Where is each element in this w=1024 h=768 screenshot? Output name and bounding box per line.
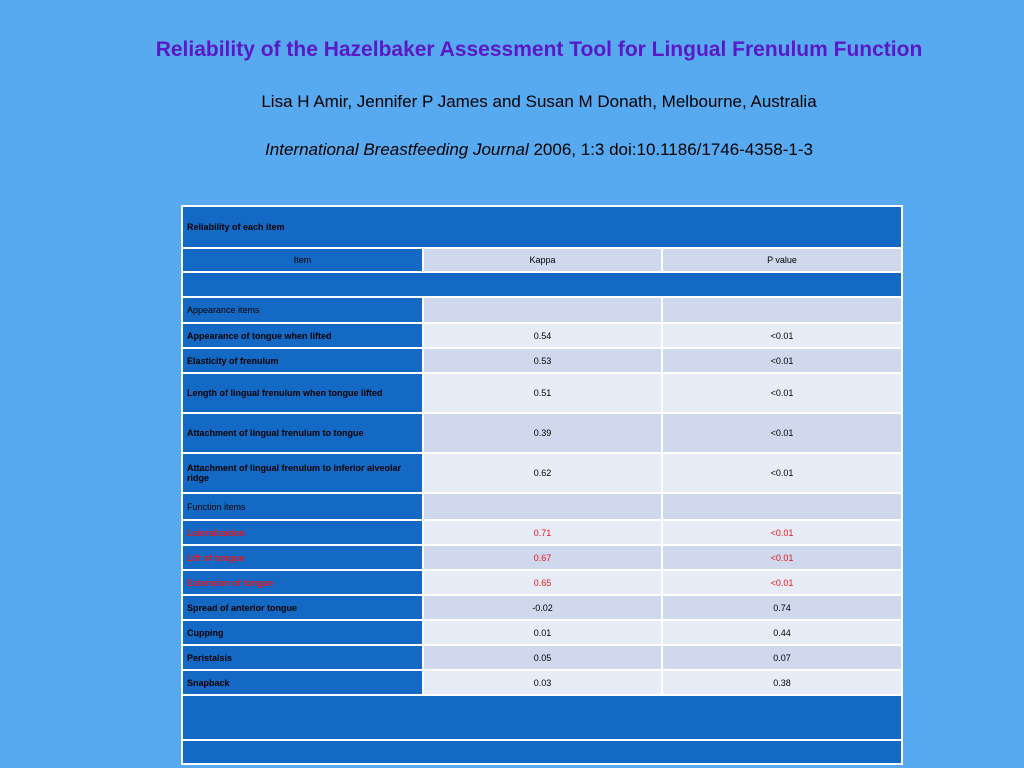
- kappa-cell: 0.62: [423, 453, 662, 493]
- empty-cell: [662, 297, 902, 323]
- empty-cell: [423, 493, 662, 520]
- citation-line: [0, 140, 1024, 160]
- item-cell: Attachment of lingual frenulum to tongue: [182, 413, 423, 453]
- kappa-cell: 0.03: [423, 670, 662, 695]
- authors-line: Lisa H Amir, Jennifer P James and Susan M Donath, Melbourne, Australia: [261, 92, 817, 111]
- pvalue-cell: 0.07: [662, 645, 902, 670]
- item-cell: Elasticity of frenulum: [182, 348, 423, 373]
- item-cell: Lateralization: [182, 520, 423, 545]
- table-row: [182, 520, 902, 545]
- column-header-pvalue: P value: [662, 248, 902, 272]
- kappa-cell: 0.05: [423, 645, 662, 670]
- item-cell: Peristalsis: [182, 645, 423, 670]
- table-row: [182, 620, 902, 645]
- table-row: [182, 323, 902, 348]
- pvalue-cell: 0.44: [662, 620, 902, 645]
- item-cell: Appearance of tongue when lifted: [182, 323, 423, 348]
- column-header-item: Item: [182, 248, 423, 272]
- slide-title: Reliability of the Hazelbaker Assessment Tool for Lingual Frenulum Function: [155, 38, 923, 61]
- reliability-table: [181, 205, 903, 765]
- kappa-cell: 0.54: [423, 323, 662, 348]
- pvalue-cell: <0.01: [662, 413, 902, 453]
- table-row: [182, 570, 902, 595]
- pvalue-cell: <0.01: [662, 520, 902, 545]
- item-cell: Snapback: [182, 670, 423, 695]
- pvalue-cell: <0.01: [662, 453, 902, 493]
- footer-row: [182, 695, 902, 740]
- table-row: [182, 453, 902, 493]
- item-cell: Length of lingual frenulum when tongue lifted: [182, 373, 423, 413]
- spacer-row: [182, 272, 902, 297]
- column-header-row: [182, 248, 902, 272]
- item-cell: Attachment of lingual frenulum to inferior alveolar ridge: [182, 453, 423, 493]
- pvalue-cell: <0.01: [662, 323, 902, 348]
- table-row: [182, 595, 902, 620]
- pvalue-cell: <0.01: [662, 348, 902, 373]
- table-row: [182, 645, 902, 670]
- section-row-appearance: [182, 297, 902, 323]
- column-header-kappa: Kappa: [423, 248, 662, 272]
- kappa-cell: 0.39: [423, 413, 662, 453]
- spacer-cell: [182, 272, 902, 297]
- item-cell: Lift of tongue: [182, 545, 423, 570]
- kappa-cell: 0.51: [423, 373, 662, 413]
- table-caption: Reliability of each item: [182, 206, 902, 248]
- pvalue-cell: <0.01: [662, 545, 902, 570]
- section-heading-appearance: Appearance items: [182, 297, 423, 323]
- table-caption-row: [182, 206, 902, 248]
- table-row: [182, 373, 902, 413]
- pvalue-cell: <0.01: [662, 570, 902, 595]
- kappa-cell: 0.53: [423, 348, 662, 373]
- journal-name: International Breastfeeding Journal: [265, 140, 529, 159]
- kappa-cell: 0.67: [423, 545, 662, 570]
- kappa-cell: 0.01: [423, 620, 662, 645]
- pvalue-cell: <0.01: [662, 373, 902, 413]
- section-heading-function: Function items: [182, 493, 423, 520]
- footer-cell: [182, 695, 902, 740]
- table-row: [182, 670, 902, 695]
- kappa-cell: 0.65: [423, 570, 662, 595]
- empty-cell: [662, 493, 902, 520]
- pvalue-cell: 0.74: [662, 595, 902, 620]
- table-row: [182, 545, 902, 570]
- item-cell: Cupping: [182, 620, 423, 645]
- table-row: [182, 348, 902, 373]
- table-row: [182, 413, 902, 453]
- empty-cell: [423, 297, 662, 323]
- item-cell: Spread of anterior tongue: [182, 595, 423, 620]
- citation-details: 2006, 1:3 doi:10.1186/1746-4358-1-3: [528, 140, 813, 159]
- section-row-function: [182, 493, 902, 520]
- footer-row: [182, 740, 902, 764]
- kappa-cell: 0.71: [423, 520, 662, 545]
- kappa-cell: -0.02: [423, 595, 662, 620]
- item-cell: Extension of tongue: [182, 570, 423, 595]
- pvalue-cell: 0.38: [662, 670, 902, 695]
- footer-cell: [182, 740, 902, 764]
